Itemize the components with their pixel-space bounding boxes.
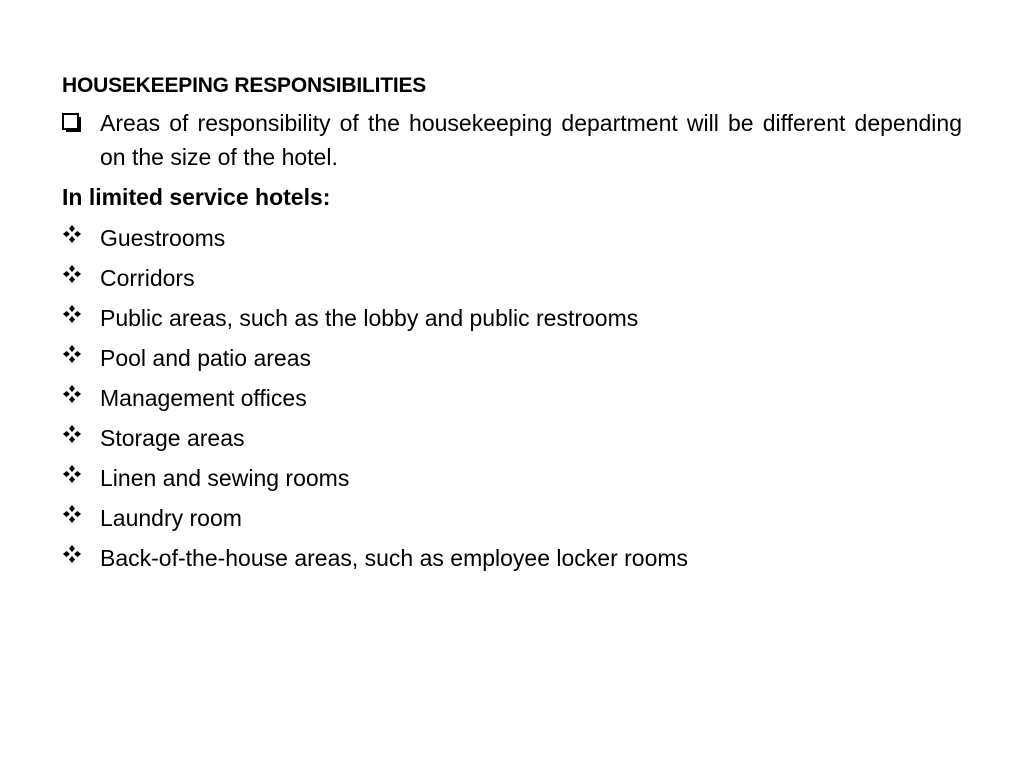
list-item [62,538,962,578]
intro-point [62,106,962,174]
list-item [62,338,962,378]
list-item-label: Laundry room [100,505,242,531]
checkbox-square-icon [62,106,100,140]
list-item-label: Pool and patio areas [100,345,311,371]
list-item [62,458,962,498]
diamond-bullet-icon [62,534,100,574]
diamond-bullet-icon [62,214,100,254]
diamond-bullet-icon [62,414,100,454]
diamond-bullet-icon [62,254,100,294]
diamond-bullet-icon [62,454,100,494]
list-item-label: Linen and sewing rooms [100,465,350,491]
intro-text: Areas of responsibility of the housekeeping department will be different depending on the size of the hotel. [100,110,962,170]
list-item-label: Corridors [100,265,195,291]
diamond-bullet-icon [62,374,100,414]
list-item-label: Management offices [100,385,307,411]
slide-content [62,70,962,578]
list-item-label: Back-of-the-house areas, such as employee locker rooms [100,545,689,571]
list-item-label: Public areas, such as the lobby and public restrooms [100,305,639,331]
list-item [62,218,962,258]
list-item-label: Storage areas [100,425,245,451]
list-item [62,258,962,298]
bullet-list [62,218,962,578]
list-item [62,378,962,418]
diamond-bullet-icon [62,494,100,534]
list-item [62,498,962,538]
diamond-bullet-icon [62,294,100,334]
list-item [62,298,962,338]
list-item-label: Guestrooms [100,225,226,251]
list-item [62,418,962,458]
slide-subheading: In limited service hotels: [62,184,331,210]
slide-heading: HOUSEKEEPING RESPONSIBILITIES [62,74,427,97]
diamond-bullet-icon [62,334,100,374]
